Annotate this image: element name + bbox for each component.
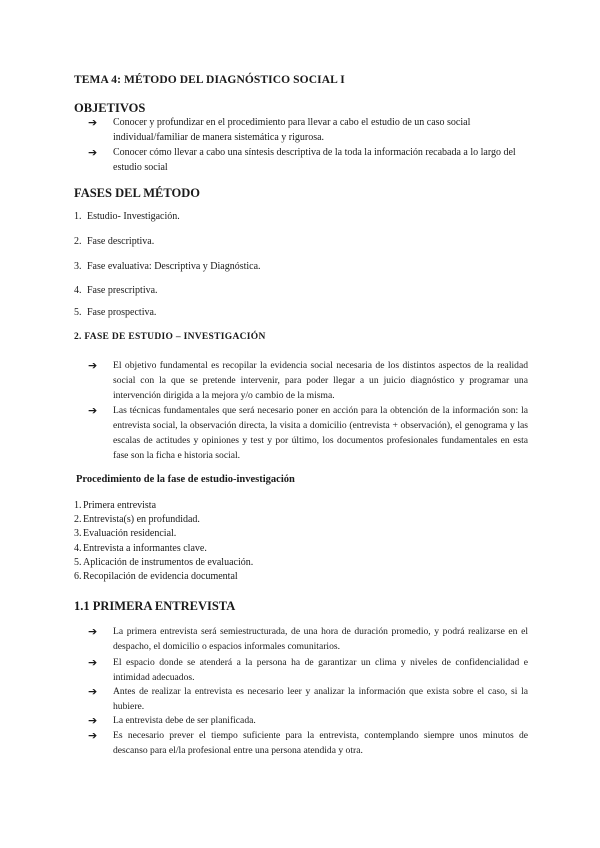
fase-item: 3. Fase evaluativa: Descriptiva y Diagnóstica. [74,261,261,272]
primera-entrevista-item: ➔ Es necesario prever el tiempo suficiente para la entrevista, contemplando siempre unos minutos de descanso para el/la profesional entre una persona atendida y otra. [88,729,528,756]
procedimiento-item: 2. Entrevista(s) en profundidad. [74,514,200,525]
arrow-icon: ➔ [88,729,98,742]
page-title: TEMA 4: MÉTODO DEL DIAGNÓSTICO SOCIAL I [74,74,345,86]
procedimiento-item: 5. Aplicación de instrumentos de evaluación. [74,557,254,568]
fase-item: 2. Fase descriptiva. [74,236,155,247]
arrow-icon: ➔ [88,359,98,372]
fase-item: 1. Estudio- Investigación. [74,211,180,222]
arrow-icon: ➔ [88,625,98,638]
fases-heading: FASES DEL MÉTODO [74,186,200,200]
primera-entrevista-item: ➔ La primera entrevista será semiestructurada, de una hora de duración promedio, y podrá realizarse en el despacho, el domicilio o espacios informales comunitarios. [88,625,528,652]
primera-entrevista-item: ➔ La entrevista debe de ser planificada. [88,714,256,727]
procedimiento-item: 6. Recopilación de evidencia documental [74,571,238,582]
primera-entrevista-item: ➔ Antes de realizar la entrevista es necesario leer y analizar la información que exista sobre el caso, si la hubiere. [88,685,528,712]
fase-estudio-item: ➔ El objetivo fundamental es recopilar la evidencia social necesaria de los distintos aspectos de la realidad social con la que se pretende intervenir, para poder llegar a un juicio diagnóstico y programar una intervención dirigida a la mejora y/o cambio de la misma. [88,359,528,401]
fase-estudio-heading: 2. FASE DE ESTUDIO – INVESTIGACIÓN [74,332,266,342]
procedimiento-item: 4. Entrevista a informantes clave. [74,543,207,554]
primera-entrevista-heading: 1.1 PRIMERA ENTREVISTA [74,599,236,613]
arrow-icon: ➔ [88,404,98,417]
procedimiento-item: 3. Evaluación residencial. [74,528,177,539]
arrow-icon: ➔ [88,685,98,698]
arrow-icon: ➔ [88,116,98,129]
objetivo-item: ➔ Conocer cómo llevar a cabo una síntesis descriptiva de la toda la información recabada a lo largo del estudio social [88,146,516,173]
objetivo-item: ➔ Conocer y profundizar en el procedimiento para llevar a cabo el estudio de un caso social individual/familiar de manera sistemática y rigurosa. [88,116,471,143]
procedimiento-item: 1. Primera entrevista [74,500,157,511]
objetivos-heading: OBJETIVOS [74,101,146,115]
fase-estudio-item: ➔ Las técnicas fundamentales que será necesario poner en acción para la obtención de la información son: la entrevista social, la observación directa, la visita a domicilio (entrevista + observación), el genograma y las escalas de actitudes y opiniones y test y por último, los documentos profesionales fundamentales en esta fase son la ficha e historia social. [88,404,528,461]
fase-item: 5. Fase prospectiva. [74,307,157,318]
arrow-icon: ➔ [88,146,98,159]
arrow-icon: ➔ [88,714,98,727]
fase-item: 4. Fase prescriptiva. [74,285,158,296]
procedimiento-heading: Procedimiento de la fase de estudio-investigación [76,474,295,485]
primera-entrevista-item: ➔ El espacio donde se atenderá a la persona ha de garantizar un clima y niveles de confidencialidad e intimidad adecuados. [88,656,528,683]
arrow-icon: ➔ [88,656,98,669]
